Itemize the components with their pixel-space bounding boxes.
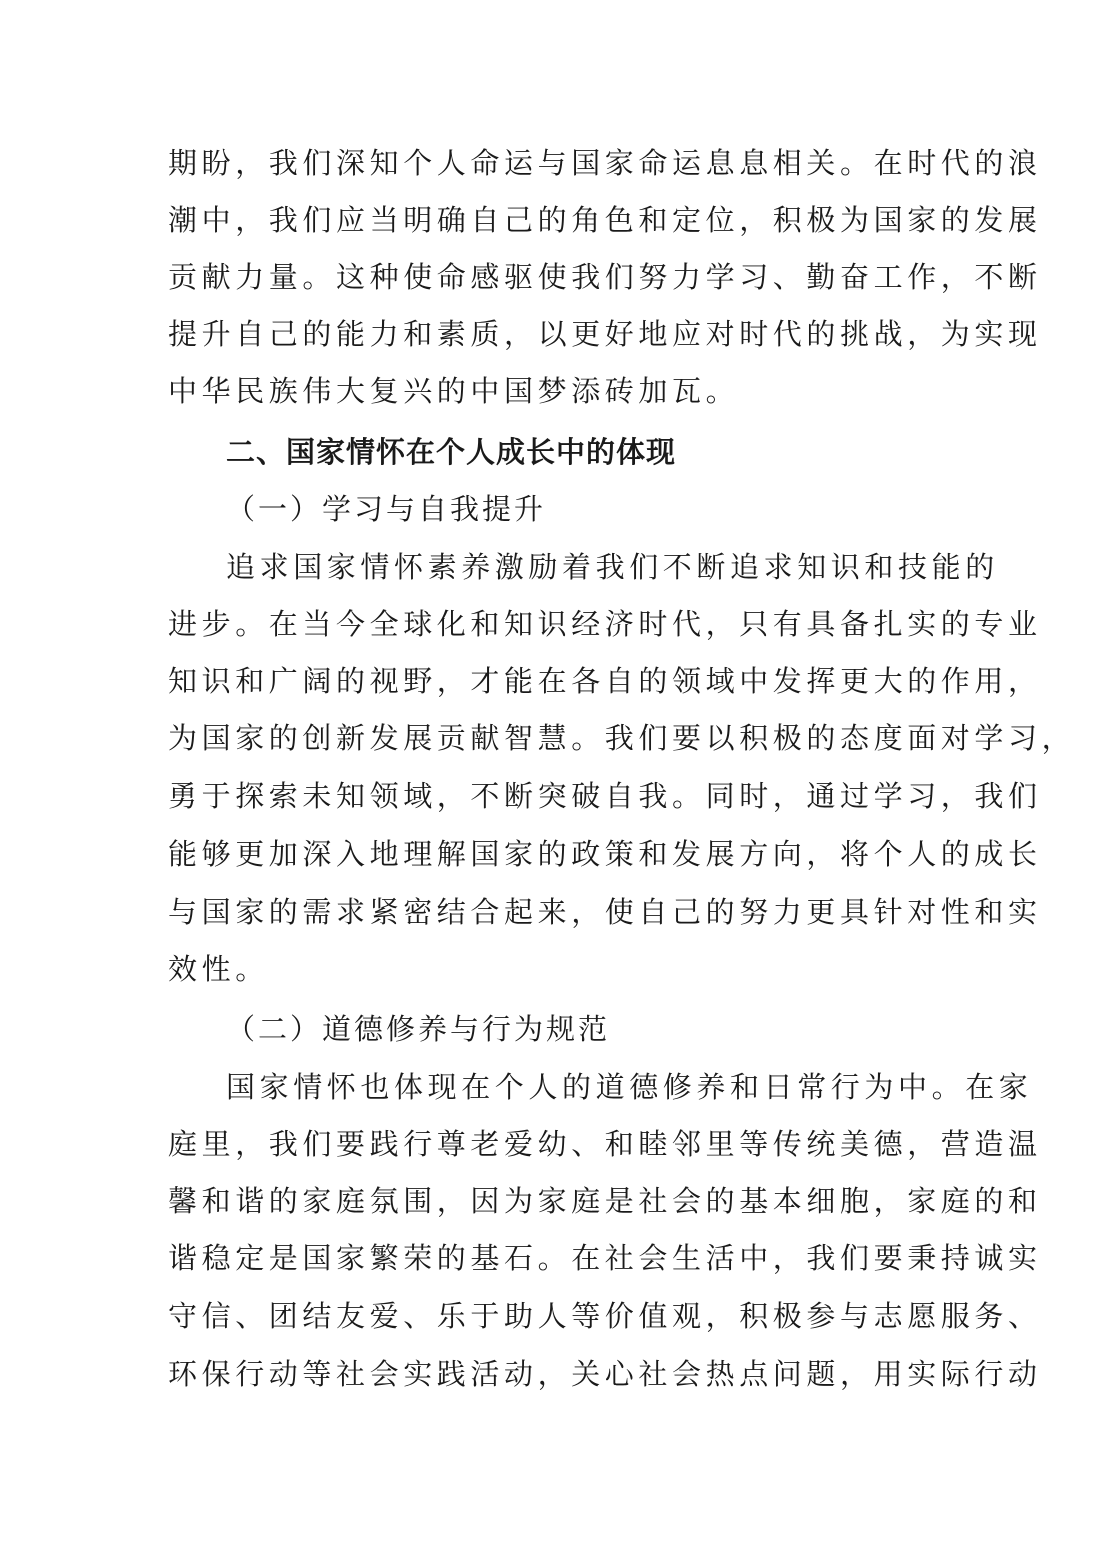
- paragraph-line: 为国家的创新发展贡献智慧。我们要以积极的态度面对学习，: [168, 721, 1076, 755]
- paragraph-line: 能够更加深入地理解国家的政策和发展方向，将个人的成长: [168, 837, 1042, 871]
- paragraph-line: 知识和广阔的视野，才能在各自的领域中发挥更大的作用，: [168, 664, 1042, 698]
- paragraph-line: 守信、团结友爱、乐于助人等价值观，积极参与志愿服务、: [168, 1299, 1042, 1333]
- paragraph-line: 与国家的需求紧密结合起来，使自己的努力更具针对性和实: [168, 895, 1042, 929]
- paragraph-line: 进步。在当今全球化和知识经济时代，只有具备扎实的专业: [168, 607, 1042, 641]
- paragraph-line: 潮中，我们应当明确自己的角色和定位，积极为国家的发展: [168, 203, 1042, 237]
- section-heading: 二、国家情怀在个人成长中的体现: [226, 435, 677, 469]
- paragraph-line: 馨和谐的家庭氛围，因为家庭是社会的基本细胞，家庭的和: [168, 1184, 1042, 1218]
- paragraph-line: 效性。: [168, 952, 269, 986]
- subsection-heading: （一）学习与自我提升: [226, 492, 547, 526]
- paragraph-line: 贡献力量。这种使命感驱使我们努力学习、勤奋工作，不断: [168, 260, 1042, 294]
- paragraph-line: 勇于探索未知领域，不断突破自我。同时，通过学习，我们: [168, 779, 1042, 813]
- paragraph-line: 国家情怀也体现在个人的道德修养和日常行为中。在家: [226, 1070, 1033, 1104]
- paragraph-line: 期盼，我们深知个人命运与国家命运息息相关。在时代的浪: [168, 146, 1042, 180]
- paragraph-line: 追求国家情怀素养激励着我们不断追求知识和技能的: [226, 550, 999, 584]
- paragraph-line: 庭里，我们要践行尊老爱幼、和睦邻里等传统美德，营造温: [168, 1127, 1042, 1161]
- paragraph-line: 谐稳定是国家繁荣的基石。在社会生活中，我们要秉持诚实: [168, 1241, 1042, 1275]
- paragraph-line: 中华民族伟大复兴的中国梦添砖加瓦。: [168, 374, 740, 408]
- subsection-heading: （二）道德修养与行为规范: [226, 1012, 611, 1046]
- paragraph-line: 提升自己的能力和素质，以更好地应对时代的挑战，为实现: [168, 317, 1042, 351]
- paragraph-line: 环保行动等社会实践活动，关心社会热点问题，用实际行动: [168, 1357, 1042, 1391]
